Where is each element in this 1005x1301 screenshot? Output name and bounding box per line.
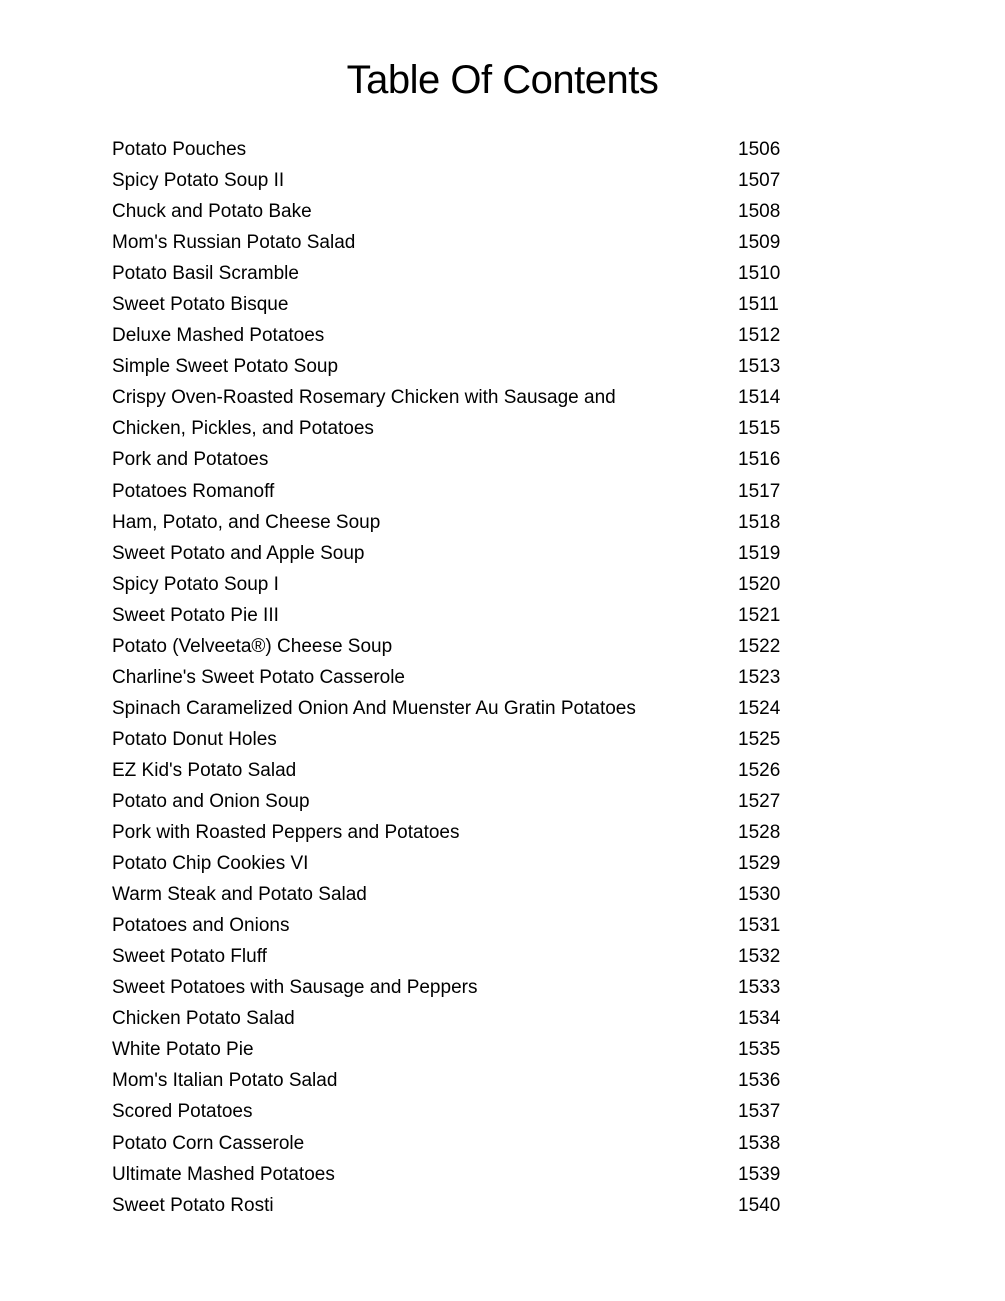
page-title: Table Of Contents	[346, 58, 659, 102]
toc-entry-page: 1532	[738, 946, 781, 968]
toc-entry-page: 1525	[738, 728, 781, 750]
toc-entry-title: White Potato Pie	[112, 1039, 254, 1061]
toc-entry-title: Sweet Potato Bisque	[112, 294, 289, 316]
toc-entry	[112, 199, 812, 230]
toc-entry-page: 1508	[738, 201, 781, 223]
toc-entry	[112, 541, 812, 572]
toc-entry-page: 1510	[738, 263, 781, 285]
toc-entry	[112, 758, 812, 789]
toc-entry-title: Potato Basil Scramble	[112, 263, 299, 285]
toc-entry-page: 1523	[738, 666, 781, 688]
toc-entry-title: Pork with Roasted Peppers and Potatoes	[112, 822, 460, 844]
toc-entry-page: 1537	[738, 1101, 781, 1123]
toc-entry-page: 1507	[738, 170, 781, 192]
toc-entry-page: 1524	[738, 697, 781, 719]
toc-entry-title: EZ Kid's Potato Salad	[112, 759, 297, 781]
toc-entry-title: Potato Pouches	[112, 139, 247, 160]
toc-entry	[112, 789, 812, 820]
toc-entry-page: 1539	[738, 1163, 781, 1185]
toc-entry-page: 1531	[738, 915, 781, 937]
toc-entry-title: Chicken, Pickles, and Potatoes	[112, 418, 374, 440]
toc-entry-title: Potato Corn Casserole	[112, 1132, 305, 1154]
toc-entry	[112, 510, 812, 541]
toc-entry-title: Spinach Caramelized Onion And Muenster Au Gratin Potatoes	[112, 697, 636, 719]
toc-entry	[112, 696, 812, 727]
toc-entry-page: 1520	[738, 573, 781, 595]
toc-entry-page: 1538	[738, 1132, 781, 1154]
toc-entry-title: Spicy Potato Soup I	[112, 573, 279, 595]
toc-entry	[112, 727, 812, 758]
toc-entry	[112, 1162, 812, 1193]
toc-entry	[112, 851, 812, 882]
toc-entry	[112, 944, 812, 975]
toc-entry-page: 1519	[738, 542, 781, 564]
toc-entry	[112, 416, 812, 447]
toc-entry	[112, 168, 812, 199]
toc-entry-title: Chuck and Potato Bake	[112, 201, 312, 223]
toc-entry	[112, 1037, 812, 1068]
toc-entry-page: 1527	[738, 790, 781, 812]
toc-entry-page: 1522	[738, 635, 781, 657]
toc-entry	[112, 230, 812, 261]
toc-entry-page: 1512	[738, 325, 781, 347]
toc-entry	[112, 1099, 812, 1130]
toc-entry-title: Chicken Potato Salad	[112, 1008, 295, 1030]
toc-entry-title: Sweet Potato Rosti	[112, 1194, 274, 1216]
toc-list	[112, 137, 812, 1224]
toc-entry-title: Ham, Potato, and Cheese Soup	[112, 511, 381, 533]
toc-entry-title: Deluxe Mashed Potatoes	[112, 325, 325, 347]
toc-entry	[112, 975, 812, 1006]
toc-entry-title: Charline's Sweet Potato Casserole	[112, 666, 405, 688]
toc-entry-page: 1526	[738, 759, 781, 781]
toc-entry-title: Potato and Onion Soup	[112, 790, 310, 812]
toc-entry-title: Potatoes and Onions	[112, 915, 290, 937]
toc-entry	[112, 292, 812, 323]
toc-entry-title: Sweet Potato Fluff	[112, 946, 267, 968]
toc-entry-page: 1534	[738, 1008, 781, 1030]
toc-entry	[112, 1006, 812, 1037]
toc-entry	[112, 820, 812, 851]
toc-entry	[112, 1068, 812, 1099]
toc-entry	[112, 913, 812, 944]
toc-entry-title: Sweet Potato Pie III	[112, 604, 279, 626]
toc-entry-page: 1514	[738, 387, 781, 409]
toc-entry-page: 1506	[738, 139, 781, 160]
toc-entry	[112, 323, 812, 354]
toc-entry	[112, 354, 812, 385]
toc-entry-title: Mom's Russian Potato Salad	[112, 232, 356, 254]
toc-entry	[112, 137, 812, 168]
toc-entry-title: Potato (Velveeta®) Cheese Soup	[112, 635, 393, 657]
toc-entry-title: Crispy Oven-Roasted Rosemary Chicken with Sausage and	[112, 387, 616, 409]
toc-entry-title: Spicy Potato Soup II	[112, 170, 285, 192]
toc-entry-title: Pork and Potatoes	[112, 449, 269, 471]
toc-entry-page: 1528	[738, 822, 781, 844]
toc-entry-title: Sweet Potatoes with Sausage and Peppers	[112, 977, 478, 999]
toc-entry-title: Simple Sweet Potato Soup	[112, 356, 339, 378]
toc-entry	[112, 1193, 812, 1224]
toc-entry-page: 1511	[738, 294, 779, 316]
toc-entry-page: 1513	[738, 356, 781, 378]
toc-entry-title: Scored Potatoes	[112, 1101, 253, 1123]
toc-entry-page: 1533	[738, 977, 781, 999]
toc-entry-page: 1536	[738, 1070, 781, 1092]
toc-entry-page: 1518	[738, 511, 781, 533]
toc-entry-page: 1530	[738, 884, 781, 906]
toc-entry-title: Sweet Potato and Apple Soup	[112, 542, 365, 564]
toc-entry	[112, 603, 812, 634]
toc-entry	[112, 572, 812, 603]
toc-entry-page: 1509	[738, 232, 781, 254]
toc-entry-page: 1529	[738, 853, 781, 875]
toc-entry-page: 1535	[738, 1039, 781, 1061]
toc-entry-page: 1540	[738, 1194, 781, 1216]
toc-entry	[112, 261, 812, 292]
toc-entry	[112, 665, 812, 696]
toc-entry-title: Potato Chip Cookies VI	[112, 853, 309, 875]
toc-entry-title: Potato Donut Holes	[112, 728, 277, 750]
toc-entry	[112, 385, 812, 416]
toc-entry	[112, 1131, 812, 1162]
toc-entry-title: Mom's Italian Potato Salad	[112, 1070, 338, 1092]
toc-entry-page: 1521	[738, 604, 781, 626]
toc-entry-title: Potatoes Romanoff	[112, 480, 275, 502]
toc-entry-page: 1515	[738, 418, 781, 440]
toc-entry	[112, 479, 812, 510]
toc-entry-title: Warm Steak and Potato Salad	[112, 884, 367, 906]
toc-entry-page: 1516	[738, 449, 781, 471]
toc-entry-page: 1517	[738, 480, 781, 502]
toc-entry	[112, 634, 812, 665]
toc-entry	[112, 882, 812, 913]
toc-entry-title: Ultimate Mashed Potatoes	[112, 1163, 335, 1185]
toc-entry	[112, 447, 812, 478]
